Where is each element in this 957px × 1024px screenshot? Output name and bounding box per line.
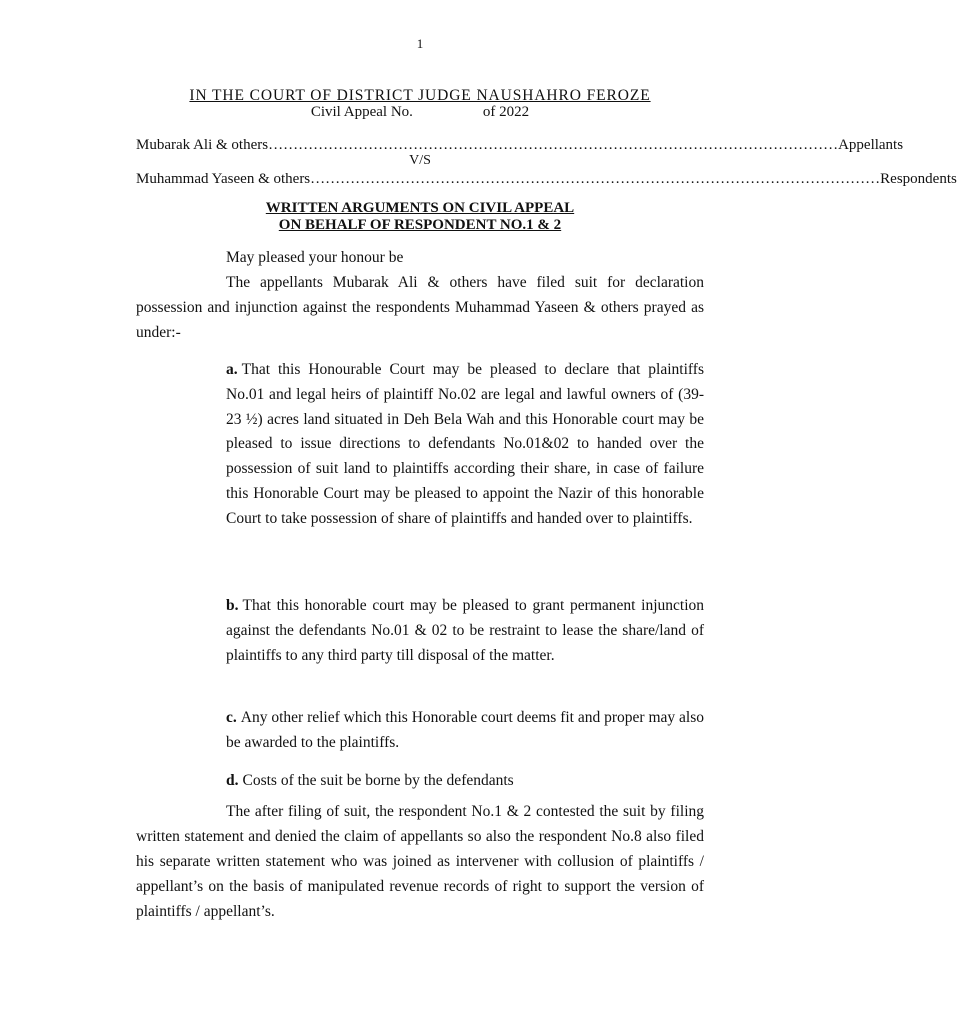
prayer-label: b. bbox=[226, 597, 239, 614]
appeal-year: of 2022 bbox=[482, 104, 530, 120]
prayer-label: a. bbox=[226, 361, 238, 378]
respondents-line bbox=[136, 171, 957, 188]
intro-paragraph: The appellants Mubarak Ali & others have filed suit for declaration possession and injunction against the respondents Muhammad Yaseen & others prayed as under:- bbox=[136, 274, 704, 341]
prayer-label: c. bbox=[226, 709, 237, 726]
appellants-role: Appellants bbox=[838, 137, 904, 153]
appellants-name: Mubarak Ali & others bbox=[136, 137, 269, 153]
respondents-name: Muhammad Yaseen & others bbox=[136, 171, 311, 187]
prayer-b bbox=[226, 594, 704, 668]
appeal-number-line bbox=[0, 104, 840, 121]
salutation: May pleased your honour be bbox=[226, 249, 404, 266]
versus-label: V/S bbox=[409, 153, 431, 168]
prayer-c bbox=[226, 706, 704, 756]
prayer-a bbox=[226, 358, 704, 532]
heading-line-1: WRITTEN ARGUMENTS ON CIVIL APPEAL bbox=[265, 200, 575, 216]
prayer-text: Costs of the suit be borne by the defendants bbox=[242, 772, 514, 789]
final-paragraph: The after filing of suit, the respondent No.1 & 2 contested the suit by filing written statement and denied the claim of appellants so also the respondent No.8 also filed his separate written statement who was joined as intervener with collusion of plaintiffs / appellant’s on the basis of manipulated revenue records of right to support the version of plaintiffs / appellant’s. bbox=[136, 803, 704, 920]
prayer-text: Any other relief which this Honorable court deems fit and proper may also be awarded to the plaintiffs. bbox=[226, 709, 704, 751]
prayer-label: d. bbox=[226, 772, 239, 789]
appeal-prefix: Civil Appeal No. bbox=[310, 104, 413, 120]
appellants-line bbox=[136, 137, 904, 154]
prayer-d bbox=[226, 769, 704, 794]
court-title: IN THE COURT OF DISTRICT JUDGE NAUSHAHRO FEROZE bbox=[189, 87, 651, 104]
prayer-text: That this Honourable Court may be pleased to declare that plaintiffs No.01 and legal heirs of plaintiff No.02 are legal and lawful owners of (39- 23 ½) acres land situated in Deh Bela Wah and this Honorable court may be pleased to issue directions to defendants No.01&02 to handed over the possession of suit land to plaintiffs according their share, in case of failure this Honorable Court may be pleased to appoint the Nazir of this honorable Court to take possession of share of plaintiffs and handed over to plaintiffs. bbox=[226, 361, 704, 527]
prayer-text: That this honorable court may be pleased to grant permanent injunction against the defendants No.01 & 02 to be restraint to lease the share/land of plaintiffs to any third party till disposal of the matter. bbox=[226, 597, 704, 664]
heading-line-2: ON BEHALF OF RESPONDENT NO.1 & 2 bbox=[278, 217, 562, 233]
page-number: 1 bbox=[416, 36, 424, 51]
leader-dots: …………………………………………………………………………………………………… bbox=[268, 137, 839, 153]
respondents-role: Respondents bbox=[880, 171, 957, 187]
leader-dots: …………………………………………………………………………………………………… bbox=[310, 171, 881, 187]
